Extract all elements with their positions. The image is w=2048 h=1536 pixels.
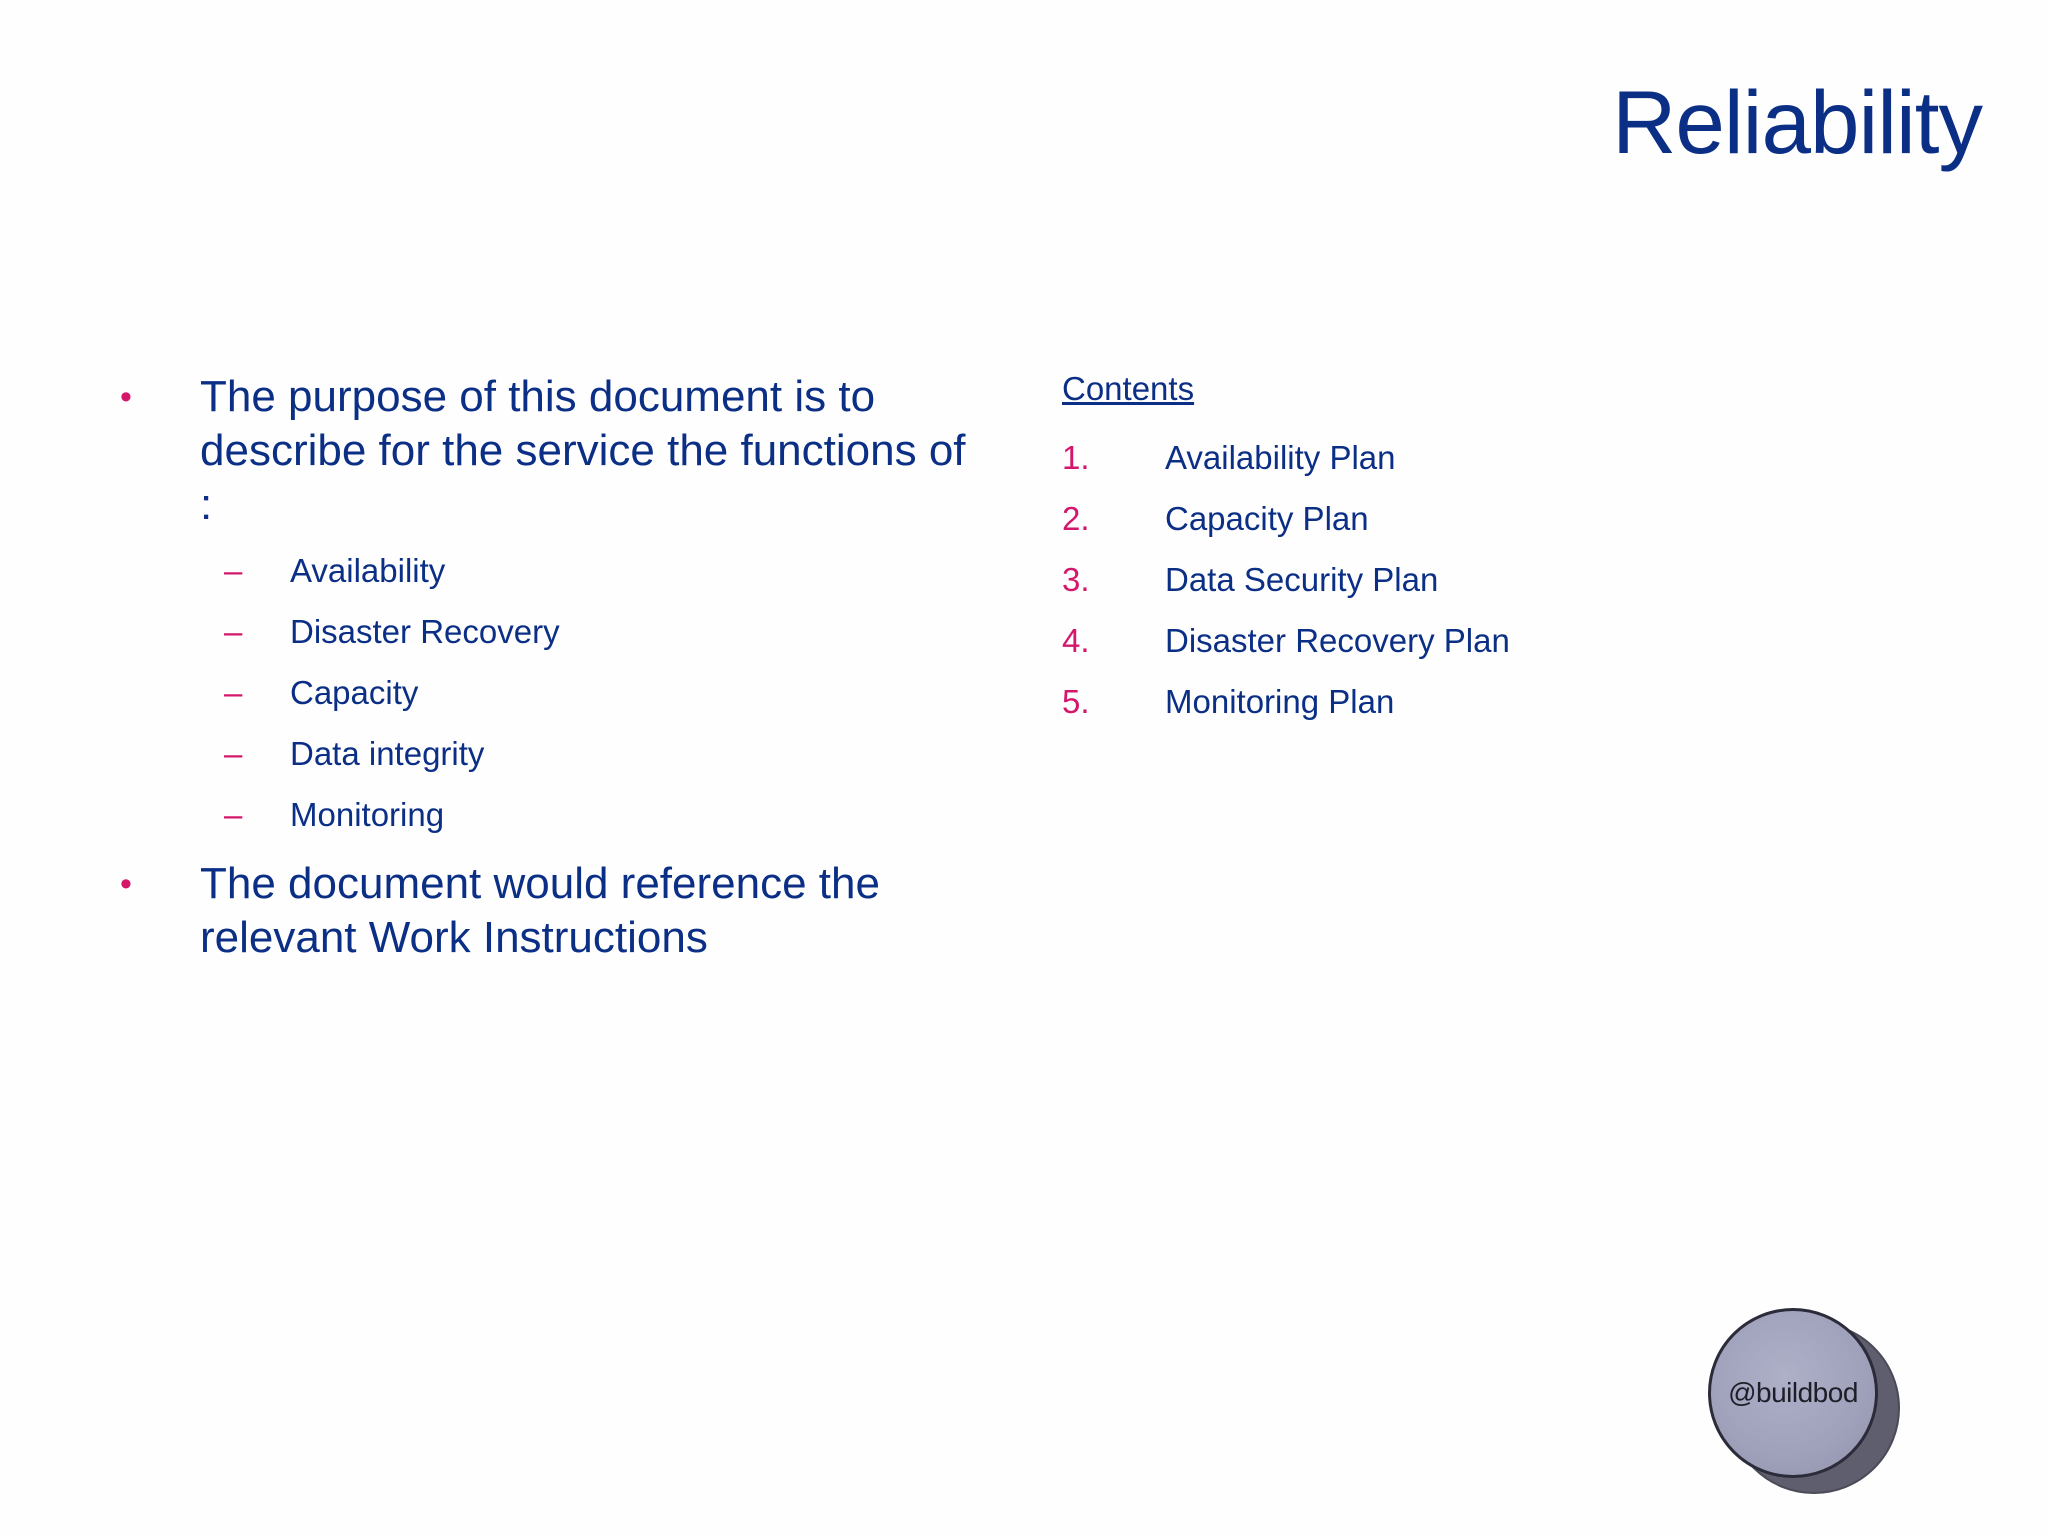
contents-item-number: 5. [1062, 683, 1090, 720]
bullet-text: The document would reference the relevant Work Instructions [200, 859, 880, 962]
contents-item-label: Data Security Plan [1165, 561, 1439, 598]
dash-marker: – [224, 735, 243, 772]
contents-item-label: Availability Plan [1165, 439, 1396, 476]
contents-item [1062, 427, 1682, 488]
contents-heading: Contents [1062, 370, 1195, 407]
dash-marker: – [224, 796, 243, 833]
sub-list-item [120, 723, 980, 784]
dash-marker: – [224, 674, 243, 711]
sub-list-item [120, 662, 980, 723]
contents-item-label: Capacity Plan [1165, 500, 1369, 537]
bullet-marker: • [120, 378, 132, 416]
bullet-list [120, 370, 980, 965]
sub-item-text: Availability [290, 552, 446, 589]
author-badge [1708, 1308, 1878, 1478]
contents-item [1062, 671, 1682, 732]
sub-list-item [120, 784, 980, 845]
contents-item-number: 4. [1062, 622, 1090, 659]
contents-item-number: 2. [1062, 500, 1090, 537]
sub-item-text: Monitoring [290, 796, 445, 833]
contents-item-number: 1. [1062, 439, 1090, 476]
sub-list-item [120, 601, 980, 662]
contents-item [1062, 610, 1682, 671]
contents-item-label: Disaster Recovery Plan [1165, 622, 1510, 659]
sub-item-text: Disaster Recovery [290, 613, 560, 650]
badge-handle: @buildbod [1728, 1377, 1858, 1408]
contents-item [1062, 488, 1682, 549]
slide-title: Reliability [1612, 72, 1982, 172]
sub-list-item [120, 540, 980, 601]
bullet-text: The purpose of this document is to describe for the service the functions of : [200, 372, 966, 529]
contents-item [1062, 549, 1682, 610]
sub-list [120, 540, 980, 845]
bullet-item [120, 857, 980, 965]
sub-item-text: Data integrity [290, 735, 485, 772]
dash-marker: – [224, 613, 243, 650]
dash-marker: – [224, 552, 243, 589]
contents-list [1062, 427, 1682, 732]
bullet-item [120, 370, 980, 532]
contents-panel [1062, 366, 1682, 732]
sub-item-text: Capacity [290, 674, 419, 711]
contents-item-label: Monitoring Plan [1165, 683, 1395, 720]
bullet-marker: • [120, 865, 132, 903]
contents-item-number: 3. [1062, 561, 1090, 598]
